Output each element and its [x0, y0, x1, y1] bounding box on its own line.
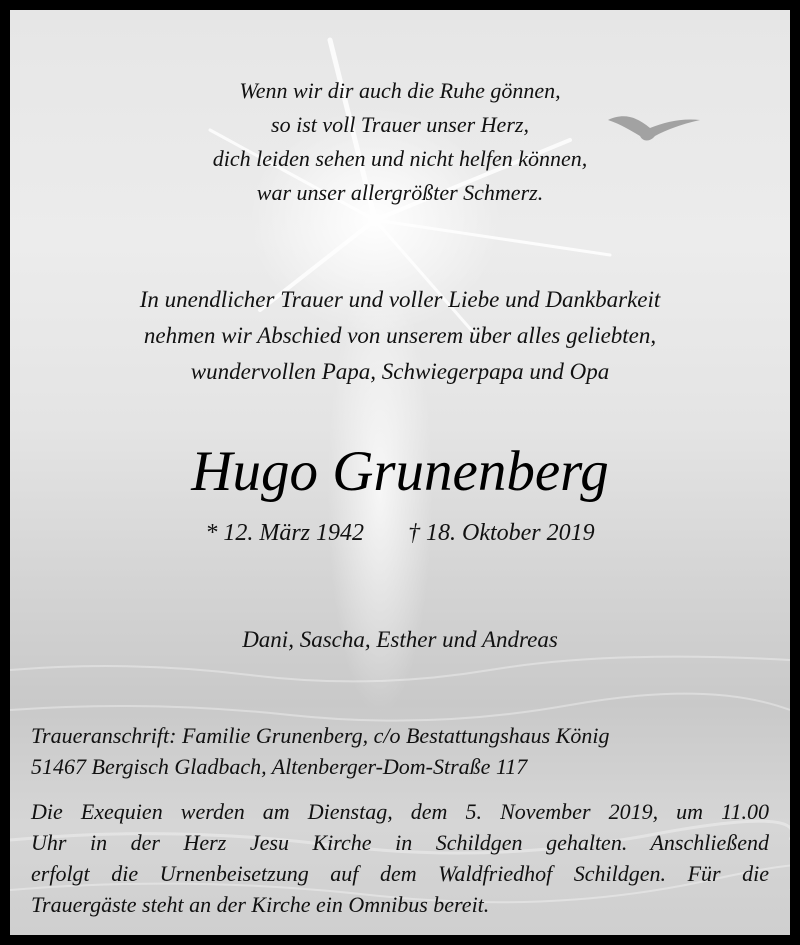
- farewell-intro: [10, 282, 790, 390]
- death-date: † 18. Oktober 2019: [408, 520, 595, 546]
- funeral-details-line: Trauergäste steht an der Kirche ein Omnibus bereit.: [31, 892, 490, 917]
- address-line: 51467 Bergisch Gladbach, Altenberger-Dom-Straße 117: [31, 754, 528, 779]
- poem-line: dich leiden sehen und nicht helfen können,: [212, 146, 588, 171]
- poem-line: war unser allergrößter Schmerz.: [256, 180, 544, 205]
- intro-line: nehmen wir Abschied von unserem über alles geliebten,: [143, 323, 657, 348]
- poem-line: so ist voll Trauer unser Herz,: [271, 112, 529, 137]
- funeral-details: [31, 796, 769, 920]
- address-line: Traueranschrift: Familie Grunenberg, c/o Bestattungshaus König: [31, 723, 610, 748]
- funeral-details-line: erfolgt die Urnenbeisetzung auf dem Waldfriedhof Schildgen. Für die: [31, 861, 769, 886]
- funeral-details-line: Die Exequien werden am Dienstag, dem 5. November 2019, um 11.00: [31, 799, 769, 824]
- mourning-family: Dani, Sascha, Esther und Andreas: [242, 627, 558, 652]
- poem-line: Wenn wir dir auch die Ruhe gönnen,: [239, 78, 561, 103]
- life-dates: [10, 515, 790, 551]
- intro-line: wundervollen Papa, Schwiegerpapa und Opa: [190, 359, 610, 384]
- birth-date: * 12. März 1942: [205, 520, 364, 546]
- funeral-details-line: Uhr in der Herz Jesu Kirche in Schildgen gehalten. Anschließend: [31, 830, 769, 855]
- mourning-address: [31, 720, 751, 782]
- poem-verse: [10, 74, 790, 210]
- intro-line: In unendlicher Trauer und voller Liebe und Dankbarkeit: [139, 287, 661, 312]
- deceased-name: Hugo Grunenberg: [191, 440, 609, 503]
